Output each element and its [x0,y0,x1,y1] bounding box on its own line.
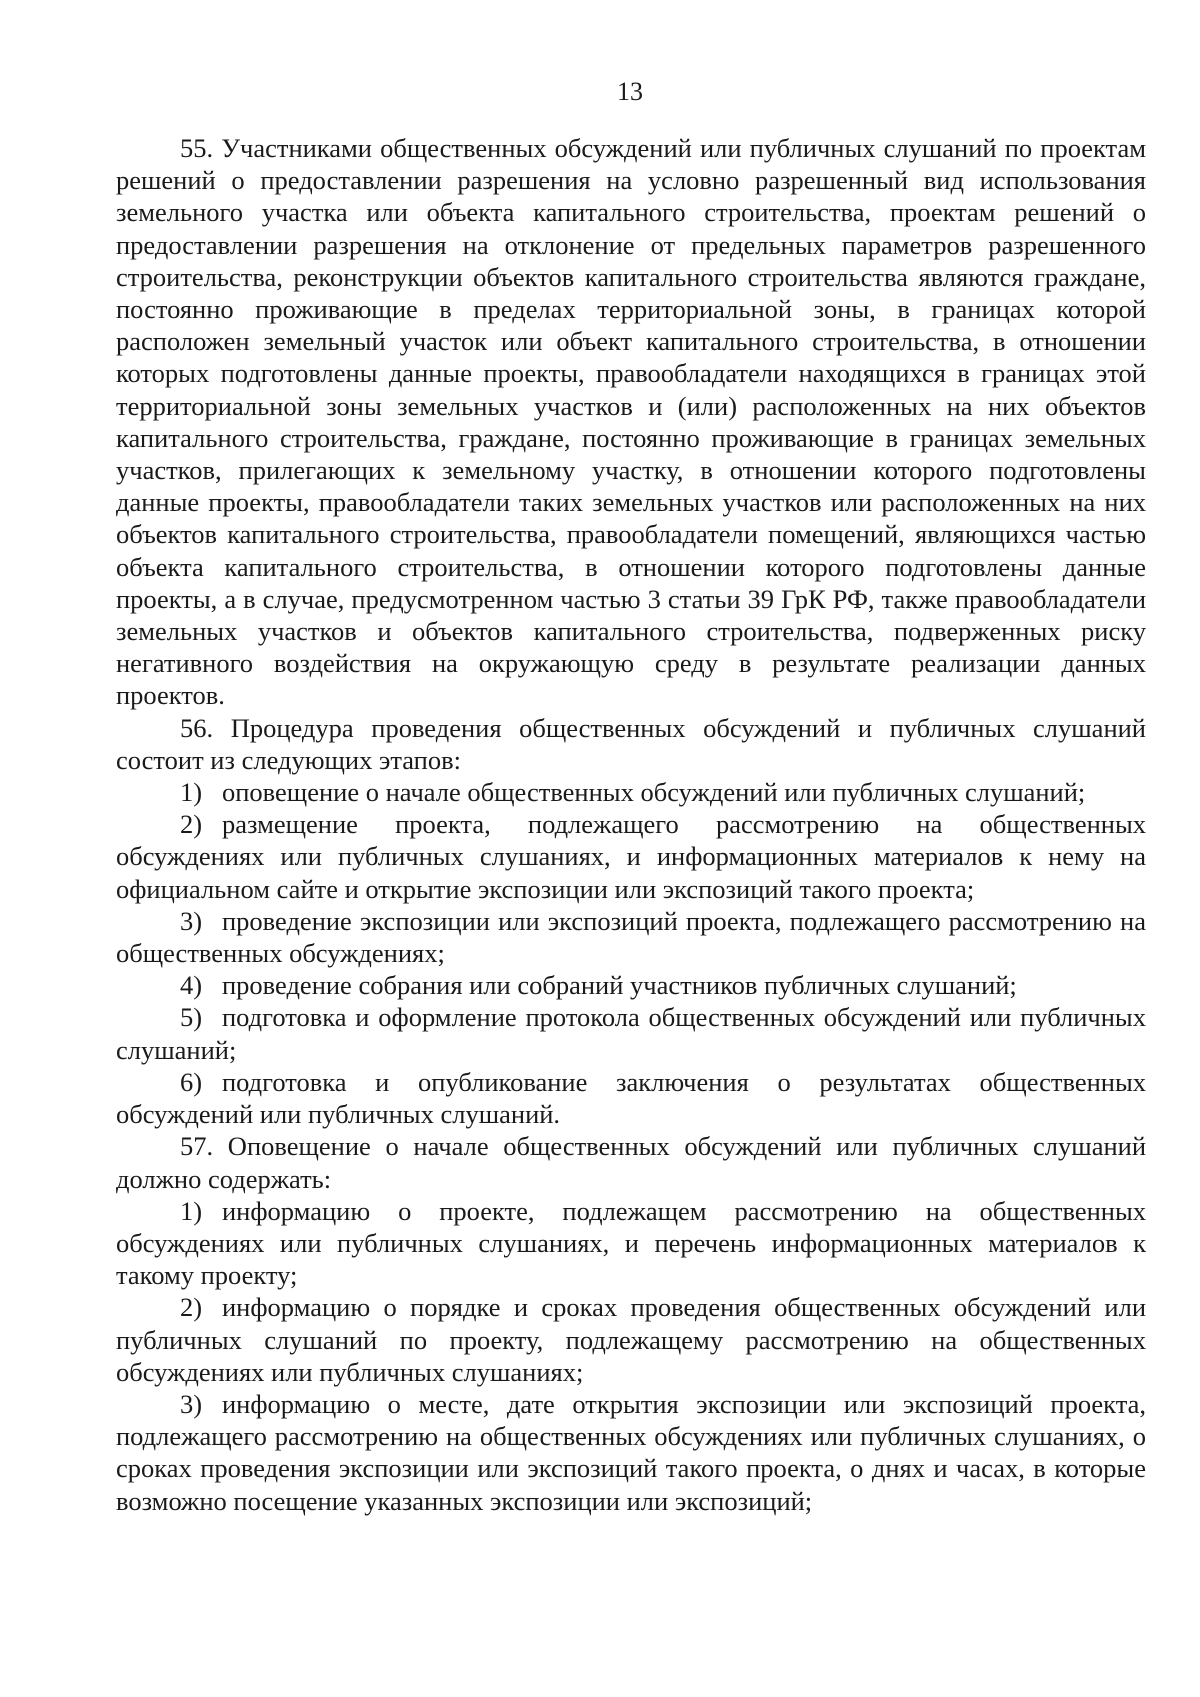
list-item [116,1291,1146,1388]
paragraph-55: 55. Участниками общественных обсуждений или публичных слушаний по проектам решений о предоставлении разрешения на условно разрешенный вид использования земельного участка или объекта капитального строительства, проектам решений о предоставлении разрешения на отклонение от предельных параметров разрешенного строительства, реконструкции объектов капитального строительства являются граждане, постоянно проживающие в пределах территориальной зоны, в границах которой расположен земельный участок или объект капитального строительства, в отношении которых подготовлены данные проекты, правообладатели находящихся в границах этой территориальной зоны земельных участков и (или) расположенных на них объектов капитального строительства, граждане, постоянно проживающие в границах земельных участков, прилегающих к земельному участку, в отношении которого подготовлены данные проекты, правообладатели таких земельных участков или расположенных на них объектов капитального строительства, правообладатели помещений, являющихся частью объекта капитального строительства, в отношении которого подготовлены данные проекты, а в случае, предусмотренном частью 3 статьи 39 ГрК РФ, также правообладатели земельных участков и объектов капитального строительства, подверженных риску негативного воздействия на окружающую среду в результате реализации данных проектов. [116,133,1146,711]
document-body [116,132,1146,1517]
paragraph-56: 56. Процедура проведения общественных обсуждений и публичных слушаний состоит из следующих этапов: [116,712,1146,775]
list-item [116,808,1146,905]
list-item-number: 6) [180,1066,203,1097]
page-number: 13 [617,77,643,106]
list-item-number: 2) [180,809,203,840]
list-item-number: 4) [180,970,203,1001]
list-item-text: размещение проекта, подлежащего рассмотрению на общественных обсуждениях или публичных слушаниях, и информационных материалов к нему на официальном сайте и открытие экспозиции или экспозиций такого проекта; [116,809,1146,904]
list-item-text: проведение экспозиции или экспозиций проекта, подлежащего рассмотрению на общественных обсуждениях; [116,905,1146,969]
list-item [116,1388,1146,1517]
list-item-number: 1) [180,1195,203,1226]
list-item-text: подготовка и опубликование заключения о результатах общественных обсуждений или публичных слушаний. [116,1066,1146,1130]
list-item-number: 5) [180,1002,203,1033]
list-item [116,1001,1146,1065]
list-item [116,905,1146,969]
list-item-text: информацию о проекте, подлежащем рассмотрению на общественных обсуждениях или публичных слушаниях, и перечень информационных материалов к такому проекту; [116,1195,1146,1291]
paragraph-57: 57. Оповещение о начале общественных обсуждений или публичных слушаний должно содержать: [116,1131,1146,1194]
list-item-text: информацию о порядке и сроках проведения общественных обсуждений или публичных слушаний по проекту, подлежащему рассмотрению на общественных обсуждениях или публичных слушаниях; [116,1292,1146,1387]
list-item-number: 1) [180,777,203,808]
list-item-text: проведение собрания или собраний участников публичных слушаний; [222,970,1017,1001]
list-item-text: информацию о месте, дате открытия экспозиции или экспозиций проекта, подлежащего рассмотрению на общественных обсуждениях или публичных слушаниях, о сроках проведения экспозиции или экспозиций такого проекта, о днях и часах, в которые возможно посещение указанных экспозиции или экспозиций; [116,1388,1146,1516]
list-item [116,1195,1146,1292]
list-item-number: 2) [180,1292,203,1323]
list-item-number: 3) [180,905,203,936]
list-item-number: 3) [180,1388,203,1419]
list-item-text: оповещение о начале общественных обсуждений или публичных слушаний; [222,777,1086,808]
list-item [116,1066,1146,1130]
list-item [116,969,1146,1001]
list-item [116,776,1146,808]
list-item-text: подготовка и оформление протокола общественных обсуждений или публичных слушаний; [116,1002,1146,1065]
